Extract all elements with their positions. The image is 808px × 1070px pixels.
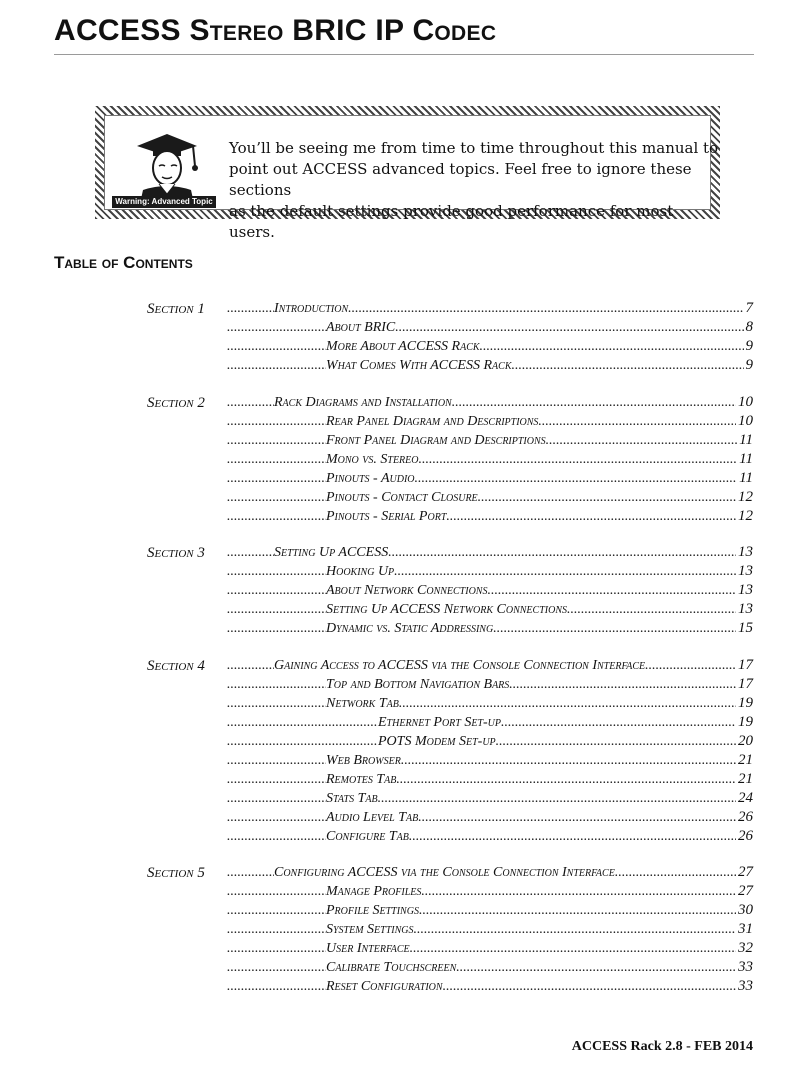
- toc-entry-title: About BRIC: [326, 320, 396, 335]
- toc-entry-title: Ethernet Port Set-up: [378, 715, 501, 730]
- toc-entry-title: Stats Tab: [326, 791, 378, 806]
- toc-entry-title: Reset Configuration: [326, 979, 443, 994]
- toc-entry-page: 27: [738, 864, 753, 880]
- toc-entry[interactable]: [227, 864, 753, 882]
- toc-entry[interactable]: [227, 620, 753, 638]
- toc-entry-page: 12: [738, 489, 753, 505]
- toc-entry-title: System Settings: [326, 922, 414, 937]
- toc-entry-page: 9: [745, 338, 753, 354]
- toc-entry-page: 13: [738, 582, 753, 598]
- toc-entry-page: 11: [739, 470, 753, 486]
- toc-entry-title: Dynamic vs. Static Addressing: [326, 621, 494, 636]
- toc-entry-title: Hooking Up: [326, 564, 395, 579]
- toc-entry-title: Configuring ACCESS via the Console Connection Interface: [274, 865, 615, 880]
- toc-entry[interactable]: [227, 508, 753, 526]
- toc-entry-title: Setting Up ACCESS Network Connections: [326, 602, 567, 617]
- toc-entry-title: Configure Tab: [326, 829, 409, 844]
- toc-entry-title: Remotes Tab: [326, 772, 397, 787]
- toc-entry[interactable]: [227, 563, 753, 581]
- toc-entry-title: Calibrate Touchscreen: [326, 960, 457, 975]
- section-label: Section 4: [147, 658, 205, 674]
- toc-entry[interactable]: [227, 921, 753, 939]
- toc-entry-page: 27: [738, 883, 753, 899]
- toc-entry-page: 19: [738, 695, 753, 711]
- toc-entry[interactable]: [227, 300, 753, 318]
- toc-entry-title: Rack Diagrams and Installation: [274, 395, 452, 410]
- toc-entry[interactable]: [227, 676, 753, 694]
- toc-entry-title: Rear Panel Diagram and Descriptions: [326, 414, 539, 429]
- callout-line: as the default settings provide good performance for most users.: [229, 202, 674, 241]
- toc-entry-title: Network Tab: [326, 696, 399, 711]
- toc-entry-page: 21: [738, 752, 753, 768]
- toc-entry-title: More About ACCESS Rack: [326, 339, 480, 354]
- toc-entry[interactable]: [227, 695, 753, 713]
- toc-entry-title: Manage Profiles: [326, 884, 422, 899]
- callout-line: point out ACCESS advanced topics. Feel free to ignore these sections: [229, 160, 692, 199]
- toc-entry-title: Setting Up ACCESS: [274, 545, 389, 560]
- toc-entry-page: 33: [738, 959, 753, 975]
- toc-entry-title: Introduction: [274, 301, 349, 316]
- toc-entry-title: About Network Connections: [326, 583, 488, 598]
- toc-entry[interactable]: [227, 828, 753, 846]
- toc-entry[interactable]: [227, 544, 753, 562]
- toc-entry-title: Pinouts - Serial Port: [326, 509, 447, 524]
- toc-entry-title: POTS Modem Set-up: [378, 734, 496, 749]
- toc-entry-page: 31: [738, 921, 753, 937]
- toc-entry-title: Pinouts - Contact Closure: [326, 490, 478, 505]
- toc-entry-page: 26: [738, 828, 753, 844]
- toc-entry-page: 12: [738, 508, 753, 524]
- toc-entry-page: 26: [738, 809, 753, 825]
- toc-entry-page: 32: [738, 940, 753, 956]
- toc-entry[interactable]: [227, 582, 753, 600]
- toc-entry-title: Profile Settings: [326, 903, 419, 918]
- section-label: Section 1: [147, 301, 205, 317]
- toc-entry-title: Top and Bottom Navigation Bars: [326, 677, 510, 692]
- toc-entry-page: 30: [738, 902, 753, 918]
- toc-entry-page: 24: [738, 790, 753, 806]
- toc-entry-page: 20: [738, 733, 753, 749]
- toc-entry-page: 11: [739, 432, 753, 448]
- toc-heading: Table of Contents: [54, 253, 193, 272]
- toc-entry-page: 15: [738, 620, 753, 636]
- toc-entry[interactable]: [227, 959, 753, 977]
- toc-entry[interactable]: [227, 394, 753, 412]
- toc-entry[interactable]: [227, 771, 753, 789]
- toc-entry[interactable]: [227, 790, 753, 808]
- toc-entry[interactable]: [227, 978, 753, 996]
- toc-entry[interactable]: [227, 883, 753, 901]
- toc-entry-page: 33: [738, 978, 753, 994]
- toc-entry[interactable]: [227, 752, 753, 770]
- toc-entry-title: Mono vs. Stereo: [326, 452, 419, 467]
- toc-entry[interactable]: [227, 940, 753, 958]
- toc-entry-page: 19: [738, 714, 753, 730]
- toc-entry-title: Pinouts - Audio: [326, 471, 415, 486]
- toc-entry-page: 10: [738, 394, 753, 410]
- toc-entry[interactable]: [227, 601, 753, 619]
- toc-entry[interactable]: [227, 714, 753, 732]
- toc-entry-title: User Interface: [326, 941, 410, 956]
- toc-entry-page: 17: [738, 676, 753, 692]
- toc-entry[interactable]: [227, 470, 753, 488]
- section-label: Section 5: [147, 865, 205, 881]
- toc-entry-page: 8: [745, 319, 753, 335]
- section-label: Section 3: [147, 545, 205, 561]
- toc-entry[interactable]: [227, 338, 753, 356]
- toc-entry-title: Web Browser: [326, 753, 401, 768]
- toc-entry[interactable]: [227, 809, 753, 827]
- toc-entry-title: What Comes With ACCESS Rack: [326, 358, 512, 373]
- toc-entry[interactable]: [227, 733, 753, 751]
- toc-entry-page: 21: [738, 771, 753, 787]
- toc-entry-page: 13: [738, 563, 753, 579]
- section-label: Section 2: [147, 395, 205, 411]
- footer-version: ACCESS Rack 2.8 - FEB 2014: [571, 1039, 753, 1054]
- toc-entry[interactable]: [227, 902, 753, 920]
- toc-entry[interactable]: [227, 432, 753, 450]
- page-title: ACCESS Stereo BRIC IP Codec: [54, 14, 497, 47]
- toc-entry-page: 17: [738, 657, 753, 673]
- toc-entry-page: 10: [738, 413, 753, 429]
- toc-entry-page: 13: [738, 544, 753, 560]
- advanced-topic-badge: Warning: Advanced Topic: [112, 196, 216, 208]
- toc-entry[interactable]: [227, 489, 753, 507]
- toc-entry-page: 13: [738, 601, 753, 617]
- toc-entry[interactable]: [227, 413, 753, 431]
- toc-entry[interactable]: [227, 319, 753, 337]
- toc-entry-page: 11: [739, 451, 753, 467]
- toc-entry-page: 7: [745, 300, 753, 316]
- toc-entry-title: Audio Level Tab: [326, 810, 419, 825]
- toc-entry-title: Gaining Access to ACCESS via the Console Connection Interface: [274, 658, 646, 673]
- toc-entry-title: Front Panel Diagram and Descriptions: [326, 433, 546, 448]
- callout-line: You’ll be seeing me from time to time throughout this manual to: [229, 139, 719, 157]
- toc-entry-page: 9: [745, 357, 753, 373]
- toc-entry[interactable]: [227, 657, 753, 675]
- toc-entry[interactable]: [227, 357, 753, 375]
- toc-entry[interactable]: [227, 451, 753, 469]
